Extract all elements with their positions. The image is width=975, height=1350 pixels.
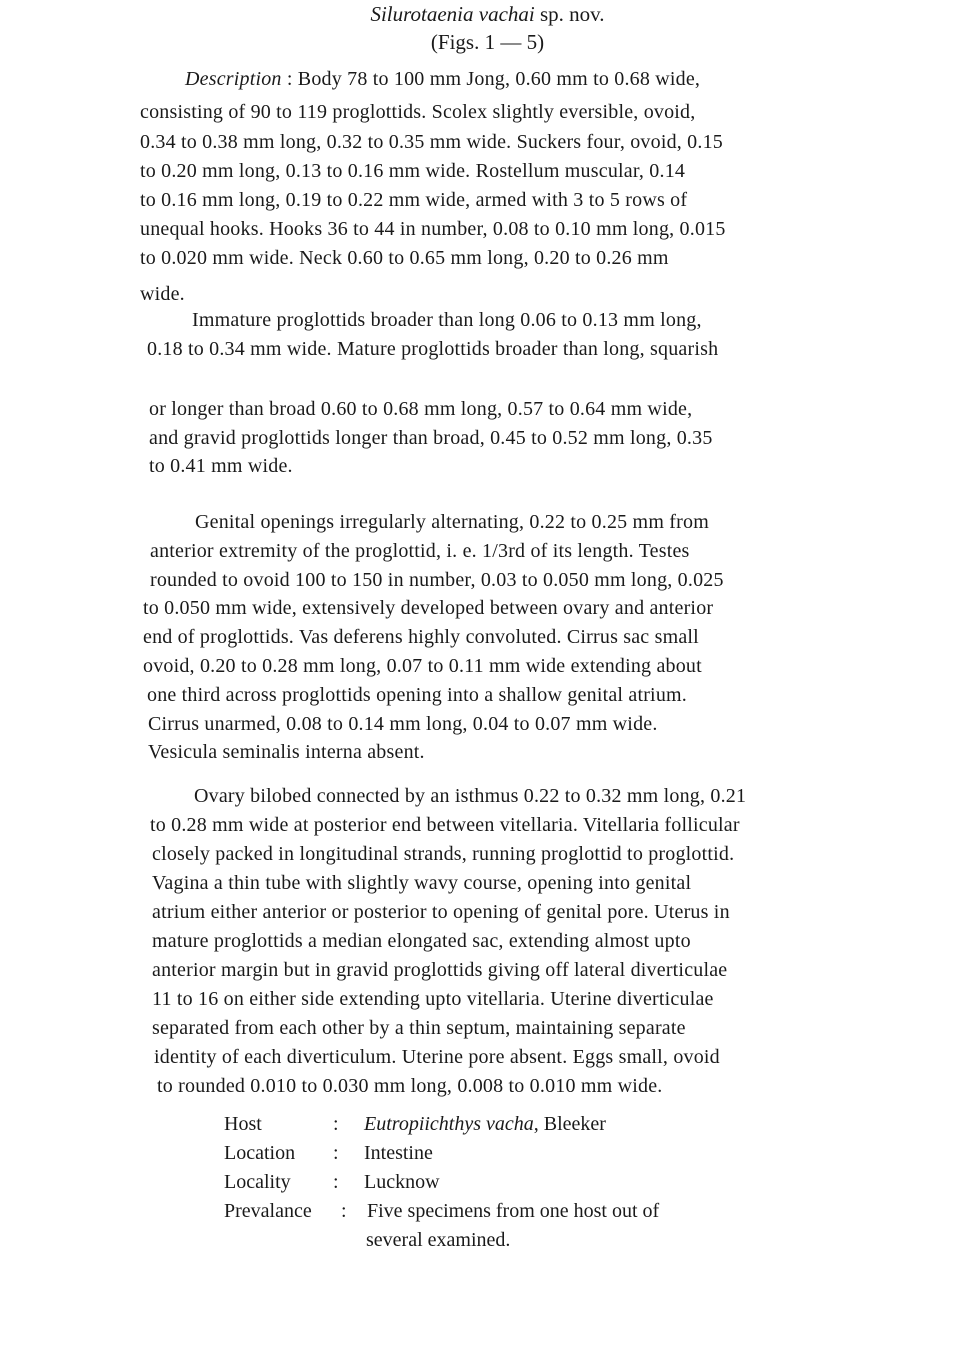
text-line: to 0.41 mm wide.: [149, 455, 293, 477]
text-line: Vesicula seminalis interna absent.: [148, 741, 425, 763]
metadata-label: Prevalance: [224, 1200, 312, 1222]
text-line: Vagina a thin tube with slightly wavy course, opening into genital: [152, 872, 692, 894]
text-line: 0.34 to 0.38 mm long, 0.32 to 0.35 mm wide. Suckers four, ovoid, 0.15: [140, 131, 723, 153]
text-line: ovoid, 0.20 to 0.28 mm long, 0.07 to 0.11 mm wide extending about: [143, 655, 702, 677]
text-line: Cirrus unarmed, 0.08 to 0.14 mm long, 0.04 to 0.07 mm wide.: [148, 713, 658, 735]
text-line: to 0.28 mm wide at posterior end between vitellaria. Vitellaria follicular: [150, 814, 740, 836]
text-line: separated from each other by a thin septum, maintaining separate: [152, 1017, 686, 1039]
metadata-colon: :: [333, 1113, 339, 1135]
text-line: rounded to ovoid 100 to 150 in number, 0.03 to 0.050 mm long, 0.025: [150, 569, 724, 591]
metadata-value: several examined.: [366, 1229, 511, 1251]
text-line: atrium either anterior or posterior to opening of genital pore. Uterus in: [152, 901, 730, 923]
metadata-label: Location: [224, 1142, 296, 1164]
text-line: anterior margin but in gravid proglottids giving off lateral diverticulae: [152, 959, 728, 981]
text-line: Ovary bilobed connected by an isthmus 0.22 to 0.32 mm long, 0.21: [194, 785, 747, 807]
text-line: Genital openings irregularly alternating, 0.22 to 0.25 mm from: [195, 511, 709, 533]
text-line: unequal hooks. Hooks 36 to 44 in number, 0.08 to 0.10 mm long, 0.015: [140, 218, 726, 240]
text-line: identity of each diverticulum. Uterine pore absent. Eggs small, ovoid: [154, 1046, 720, 1068]
text-line: to rounded 0.010 to 0.030 mm long, 0.008 to 0.010 mm wide.: [157, 1075, 663, 1097]
text-line: closely packed in longitudinal strands, running proglottid to proglottid.: [152, 843, 735, 865]
text-line: to 0.050 mm wide, extensively developed between ovary and anterior: [143, 597, 714, 619]
text-line: to 0.20 mm long, 0.13 to 0.16 mm wide. Rostellum muscular, 0.14: [140, 160, 686, 182]
metadata-value: Lucknow: [364, 1171, 440, 1193]
figures-reference: (Figs. 1 — 5): [430, 30, 545, 54]
metadata-label: Locality: [224, 1171, 291, 1193]
species-suffix: sp. nov.: [534, 2, 605, 26]
text-line: consisting of 90 to 119 proglottids. Scolex slightly eversible, ovoid,: [140, 101, 696, 123]
metadata-colon: :: [333, 1171, 339, 1193]
text-line: to 0.020 mm wide. Neck 0.60 to 0.65 mm long, 0.20 to 0.26 mm: [140, 247, 669, 269]
species-title: [0, 2, 975, 27]
text-line: or longer than broad 0.60 to 0.68 mm long, 0.57 to 0.64 mm wide,: [149, 398, 693, 420]
text-line: wide.: [140, 283, 185, 305]
species-name: Silurotaenia vachai: [370, 2, 535, 26]
text-line: Description : Body 78 to 100 mm Jong, 0.60 mm to 0.68 wide,: [185, 68, 701, 90]
metadata-value: Five specimens from one host out of: [367, 1200, 660, 1222]
text-line: mature proglottids a median elongated sac, extending almost upto: [152, 930, 691, 952]
text-line: Immature proglottids broader than long 0.06 to 0.13 mm long,: [192, 309, 702, 331]
metadata-colon: :: [341, 1200, 347, 1222]
metadata-value: Intestine: [364, 1142, 433, 1164]
text-line: 11 to 16 on either side extending upto vitellaria. Uterine diverticulae: [152, 988, 714, 1010]
metadata-label: Host: [224, 1113, 262, 1135]
text-line: to 0.16 mm long, 0.19 to 0.22 mm wide, armed with 3 to 5 rows of: [140, 189, 688, 211]
text-line: end of proglottids. Vas deferens highly convoluted. Cirrus sac small: [143, 626, 699, 648]
text-line: 0.18 to 0.34 mm wide. Mature proglottids broader than long, squarish: [147, 338, 719, 360]
text-line: anterior extremity of the proglottid, i. e. 1/3rd of its length. Testes: [150, 540, 690, 562]
metadata-colon: :: [333, 1142, 339, 1164]
text-line: one third across proglottids opening into a shallow genital atrium.: [147, 684, 687, 706]
metadata-value: Eutropiichthys vacha, Bleeker: [364, 1113, 606, 1135]
text-line: and gravid proglottids longer than broad, 0.45 to 0.52 mm long, 0.35: [149, 427, 713, 449]
description-label: Description: [185, 68, 282, 90]
